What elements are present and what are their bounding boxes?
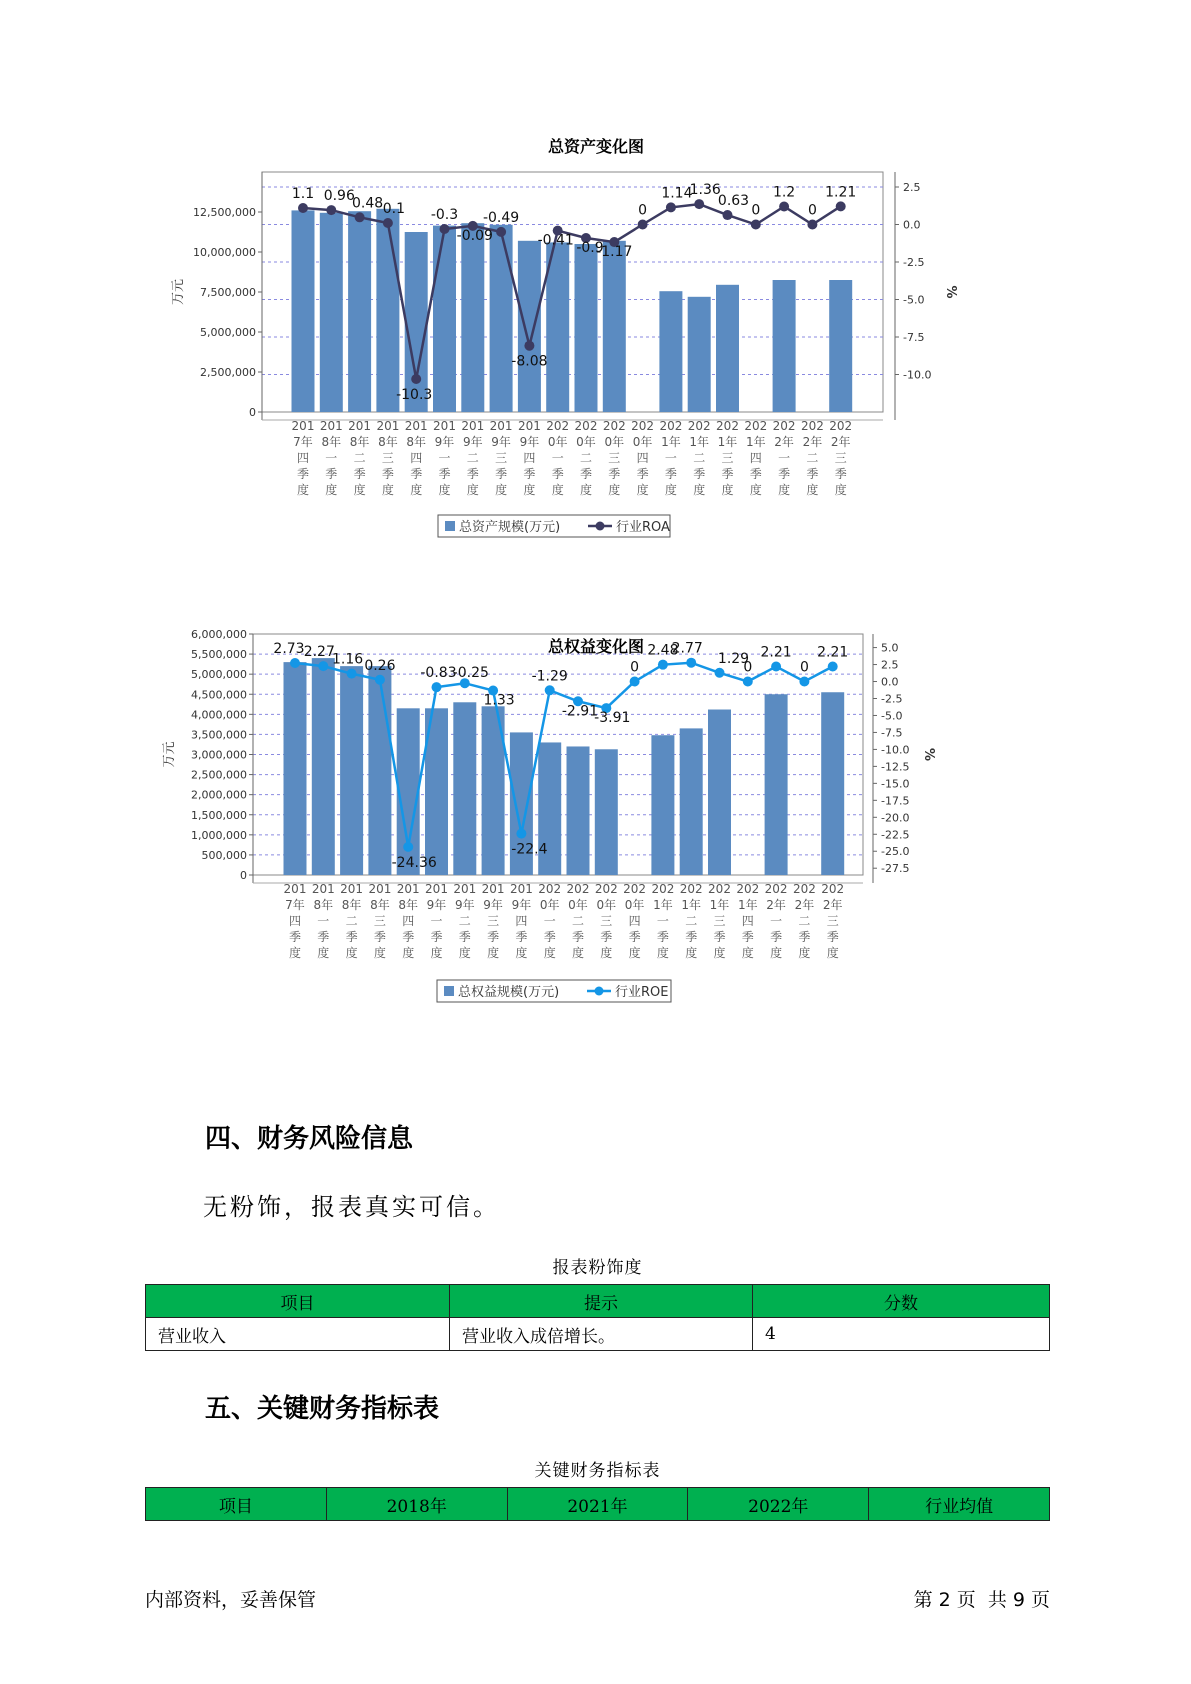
- data-label: -0.83: [420, 665, 457, 682]
- x-category-label: 202 1年四季度: [736, 882, 760, 960]
- x-category-label: 202 1年二季度: [679, 882, 703, 960]
- table-cell: 4: [753, 1318, 1050, 1351]
- data-label: 2.48: [647, 642, 679, 659]
- right-axis-tick-label: -12.5: [881, 760, 910, 774]
- line-point: [290, 658, 300, 668]
- left-axis-tick-label: 5,500,000: [191, 648, 247, 662]
- right-axis-tick-label: -5.0: [903, 293, 925, 307]
- right-axis-tick-label: -27.5: [881, 862, 910, 876]
- bar: [320, 213, 343, 412]
- bar: [312, 658, 335, 875]
- left-axis-tick-label: 12,500,000: [193, 206, 256, 219]
- x-category-label: 201 8年四季度: [404, 419, 428, 497]
- section-title-key-indicators: 五、关键财务指标表: [205, 1394, 440, 1424]
- left-axis-tick-label: 4,500,000: [191, 688, 247, 702]
- line-point: [545, 685, 555, 695]
- x-category-label: 201 7年四季度: [283, 882, 307, 960]
- data-label: 1.1: [291, 186, 315, 202]
- table-caption-whitewash: 报表粉饰度: [552, 1258, 643, 1278]
- line-point: [440, 224, 450, 234]
- right-axis-tick-label: -10.0: [881, 743, 910, 757]
- x-category-label: 202 0年三季度: [602, 419, 626, 497]
- data-label: -10.3: [396, 387, 433, 403]
- bar: [773, 280, 796, 412]
- bar: [688, 297, 711, 412]
- data-label: 0.63: [717, 193, 750, 210]
- x-category-label: 201 9年二季度: [453, 882, 477, 960]
- x-category-label: 202 2年二季度: [800, 419, 824, 497]
- table-header-cell: 项目: [146, 1488, 327, 1521]
- data-label: 1.21: [825, 184, 857, 201]
- data-label: -0.09: [456, 227, 493, 244]
- table-cell: 营业收入成倍增长。: [450, 1318, 753, 1351]
- line-point: [326, 205, 336, 215]
- line-point: [751, 220, 761, 230]
- total-equity-chart-svg: [0, 625, 1191, 1095]
- key-indicators-table: [145, 1487, 1050, 1521]
- line-point: [496, 227, 506, 237]
- right-axis-tick-label: 2.5: [881, 658, 899, 672]
- right-axis-tick-label: -7.5: [881, 726, 903, 740]
- left-axis-tick-label: 3,000,000: [191, 748, 247, 762]
- bar: [659, 291, 682, 412]
- right-axis-tick-label: -22.5: [881, 828, 910, 842]
- right-axis-tick-label: 2.5: [903, 181, 921, 194]
- line-point: [298, 203, 308, 213]
- x-category-label: 202 2年一季度: [772, 419, 796, 497]
- data-label: 0: [743, 659, 753, 676]
- table-header-cell: 2021年: [507, 1488, 688, 1521]
- right-axis-tick-label: -2.5: [881, 692, 903, 706]
- right-axis-tick-label: -7.5: [903, 331, 925, 344]
- table-header-cell: 项目: [146, 1285, 450, 1318]
- bar: [368, 666, 391, 875]
- line-point: [411, 374, 421, 384]
- data-label: 0: [630, 659, 640, 676]
- right-axis-tick-label: -17.5: [881, 794, 910, 808]
- data-label: 1.14: [661, 185, 693, 202]
- line-point: [686, 658, 696, 668]
- left-axis-tick-label: 3,500,000: [191, 728, 247, 742]
- data-label: 1.33: [483, 692, 515, 709]
- right-axis-tick-label: -15.0: [881, 777, 910, 791]
- x-category-label: 202 2年三季度: [829, 419, 853, 497]
- bar: [405, 232, 428, 412]
- data-label: 1.16: [332, 651, 364, 668]
- bar: [348, 211, 371, 412]
- left-axis-title: 万元: [162, 741, 177, 768]
- line-point: [658, 660, 668, 670]
- bar: [433, 226, 456, 412]
- table-header-row: [146, 1488, 1050, 1521]
- x-category-label: 202 0年三季度: [594, 882, 618, 960]
- footer-page-number: 第 2 页 共 9 页: [913, 1589, 1050, 1611]
- x-category-label: 202 2年三季度: [821, 882, 845, 960]
- chart-title: 总权益变化图: [547, 637, 645, 656]
- data-label: 2.27: [303, 644, 335, 661]
- legend-bar-label: 总资产规模(万元): [459, 520, 561, 535]
- total-equity-chart: [0, 625, 1191, 1095]
- x-category-label: 201 9年二季度: [461, 419, 485, 497]
- bar: [461, 223, 484, 412]
- x-category-label: 201 8年二季度: [340, 882, 364, 960]
- bar: [567, 746, 590, 875]
- x-category-label: 201 9年三季度: [489, 419, 513, 497]
- x-category-label: 201 8年一季度: [319, 419, 343, 497]
- left-axis-tick-label: 2,500,000: [191, 768, 247, 782]
- table-header-cell: 2022年: [688, 1488, 869, 1521]
- bar: [453, 702, 476, 875]
- legend-line-marker: [595, 987, 604, 996]
- line-point: [666, 202, 676, 212]
- data-label: -8.08: [511, 353, 548, 370]
- bar: [518, 241, 541, 412]
- x-category-label: 202 1年三季度: [716, 419, 739, 497]
- right-axis-tick-label: -20.0: [881, 811, 910, 825]
- x-category-label: 202 1年一季度: [659, 419, 683, 497]
- data-label: 2.77: [671, 640, 703, 657]
- right-axis-tick-label: -5.0: [881, 709, 903, 723]
- data-label: -0.25: [452, 665, 489, 682]
- right-axis-tick-label: -25.0: [881, 845, 910, 859]
- data-label: 2.21: [760, 644, 792, 661]
- x-category-label: 201 8年一季度: [311, 882, 335, 960]
- x-category-label: 201 9年四季度: [509, 882, 533, 960]
- bar: [376, 209, 399, 412]
- bar: [575, 244, 598, 412]
- data-label: -2.91: [561, 703, 599, 720]
- bar: [595, 749, 618, 875]
- data-label: -22.4: [511, 841, 548, 858]
- table-caption-key-indicators: 关键财务指标表: [534, 1461, 661, 1481]
- legend-line-marker: [596, 522, 605, 531]
- line-point: [383, 218, 393, 228]
- bar: [680, 728, 703, 875]
- data-label: 0: [751, 202, 761, 219]
- x-category-label: 202 1年二季度: [687, 419, 711, 497]
- bar: [292, 210, 315, 412]
- data-label: 0.48: [352, 195, 384, 212]
- line-point: [516, 829, 526, 839]
- right-axis-tick-label: 0.0: [881, 675, 899, 689]
- bar: [284, 662, 307, 875]
- data-label: 1.36: [689, 182, 721, 199]
- bar: [829, 280, 852, 412]
- x-category-label: 201 7年四季度: [291, 419, 315, 497]
- footer-confidential-note: 内部资料，妥善保管: [145, 1589, 317, 1611]
- line-point: [807, 220, 817, 230]
- data-label: -0.49: [482, 209, 520, 226]
- table-cell: 营业收入: [146, 1318, 450, 1351]
- bar: [603, 241, 626, 412]
- x-category-label: 202 0年一季度: [546, 419, 570, 497]
- x-category-label: 201 8年二季度: [348, 419, 372, 497]
- data-label: -3.91: [594, 710, 631, 727]
- right-axis-tick-label: 0.0: [903, 218, 921, 232]
- x-category-label: 202 0年四季度: [631, 419, 655, 497]
- table-row: [146, 1318, 1050, 1351]
- bar: [716, 285, 739, 412]
- line-point: [723, 210, 733, 220]
- left-axis-tick-label: 500,000: [201, 848, 247, 862]
- x-category-label: 201 8年四季度: [396, 882, 420, 960]
- line-point: [799, 677, 809, 687]
- left-axis-tick-label: 6,000,000: [191, 628, 247, 641]
- right-axis-tick-label: -2.5: [903, 256, 925, 269]
- left-axis-tick-label: 0: [249, 406, 256, 419]
- whitewash-table: [145, 1284, 1050, 1351]
- total-assets-chart: [0, 125, 1191, 595]
- table-header-cell: 分数: [753, 1285, 1050, 1318]
- line-point: [347, 669, 357, 679]
- legend-bar-swatch: [444, 986, 454, 996]
- x-category-label: 202 2年二季度: [792, 882, 816, 960]
- risk-conclusion-text: 无粉饰，报表真实可信。: [203, 1193, 500, 1221]
- line-point: [375, 675, 385, 685]
- table-header-cell: 行业均值: [869, 1488, 1050, 1521]
- data-label: -24.36: [391, 854, 437, 871]
- data-label: 0.96: [323, 188, 355, 205]
- left-axis-tick-label: 7,500,000: [200, 286, 256, 299]
- right-axis-tick-label: -10.0: [903, 368, 932, 382]
- section-title-risk: 四、财务风险信息: [205, 1124, 414, 1154]
- x-category-label: 202 0年二季度: [566, 882, 590, 960]
- table-header-cell: 2018年: [326, 1488, 507, 1521]
- bar: [490, 225, 513, 412]
- line-point: [524, 341, 534, 351]
- data-label: -1.17: [596, 244, 633, 261]
- line-point: [318, 661, 328, 671]
- data-label: 0: [807, 202, 817, 219]
- total-assets-chart-svg: [0, 125, 1191, 595]
- bar: [821, 692, 844, 875]
- legend-bar-swatch: [445, 521, 455, 531]
- line-point: [694, 199, 704, 209]
- left-axis-tick-label: 1,500,000: [191, 808, 247, 822]
- x-category-label: 201 9年一季度: [425, 882, 448, 960]
- bar: [708, 710, 731, 875]
- data-label: -1.29: [531, 668, 568, 685]
- left-axis-tick-label: 4,000,000: [191, 708, 247, 722]
- x-category-label: 202 1年四季度: [744, 419, 768, 497]
- x-category-label: 202 0年二季度: [574, 419, 598, 497]
- x-category-label: 202 0年一季度: [538, 882, 562, 960]
- left-axis-tick-label: 2,000,000: [191, 788, 247, 802]
- left-axis-tick-label: 1,000,000: [191, 828, 247, 842]
- data-label: 1.29: [717, 650, 750, 667]
- data-label: -0.41: [537, 232, 574, 249]
- left-axis-title: 万元: [171, 278, 186, 306]
- bar: [765, 694, 788, 875]
- left-axis-tick-label: 5,000,000: [200, 326, 256, 339]
- line-point: [828, 662, 838, 672]
- line-point: [715, 668, 725, 678]
- x-category-label: 202 0年四季度: [623, 882, 647, 960]
- x-category-label: 202 2年一季度: [764, 882, 788, 960]
- left-axis-tick-label: 10,000,000: [193, 246, 256, 259]
- data-label: 0: [799, 659, 809, 676]
- data-label: 0.1: [382, 201, 406, 217]
- x-category-label: 201 9年四季度: [517, 419, 541, 497]
- line-point: [743, 677, 753, 687]
- data-label: 2.21: [817, 644, 849, 661]
- x-category-label: 201 8年三季度: [376, 419, 400, 497]
- x-category-label: 201 9年一季度: [433, 419, 456, 497]
- data-label: 0: [638, 202, 648, 219]
- left-axis-tick-label: 0: [240, 869, 247, 882]
- line-point: [432, 682, 442, 692]
- data-label: 1.2: [772, 184, 796, 201]
- legend-line-label: 行业ROE: [615, 985, 669, 1000]
- right-axis-tick-label: 5.0: [881, 641, 899, 655]
- x-category-label: 202 1年一季度: [651, 882, 675, 960]
- left-axis-tick-label: 5,000,000: [191, 668, 247, 682]
- right-axis-title: %: [921, 747, 936, 762]
- bar: [340, 666, 363, 875]
- data-label: -0.3: [430, 207, 459, 223]
- left-axis-tick-label: 2,500,000: [200, 366, 256, 379]
- line-point: [836, 201, 846, 211]
- line-point: [638, 220, 648, 230]
- x-category-label: 201 9年三季度: [481, 882, 505, 960]
- table-header-row: [146, 1285, 1050, 1318]
- legend-line-label: 行业ROA: [616, 520, 670, 535]
- bar: [651, 735, 674, 875]
- table-header-cell: 提示: [450, 1285, 753, 1318]
- x-category-label: 202 1年三季度: [708, 882, 731, 960]
- line-point: [355, 212, 365, 222]
- line-point: [403, 842, 413, 852]
- chart-title: 总资产变化图: [547, 137, 645, 156]
- data-label: -0.9: [576, 240, 604, 256]
- x-category-label: 201 8年三季度: [368, 882, 392, 960]
- line-point: [779, 202, 789, 212]
- line-point: [771, 662, 781, 672]
- right-axis-title: %: [943, 285, 958, 299]
- legend-bar-label: 总权益规模(万元): [458, 985, 560, 1000]
- data-label: 0.26: [364, 657, 396, 674]
- line-point: [630, 677, 640, 687]
- data-label: 2.73: [273, 640, 305, 657]
